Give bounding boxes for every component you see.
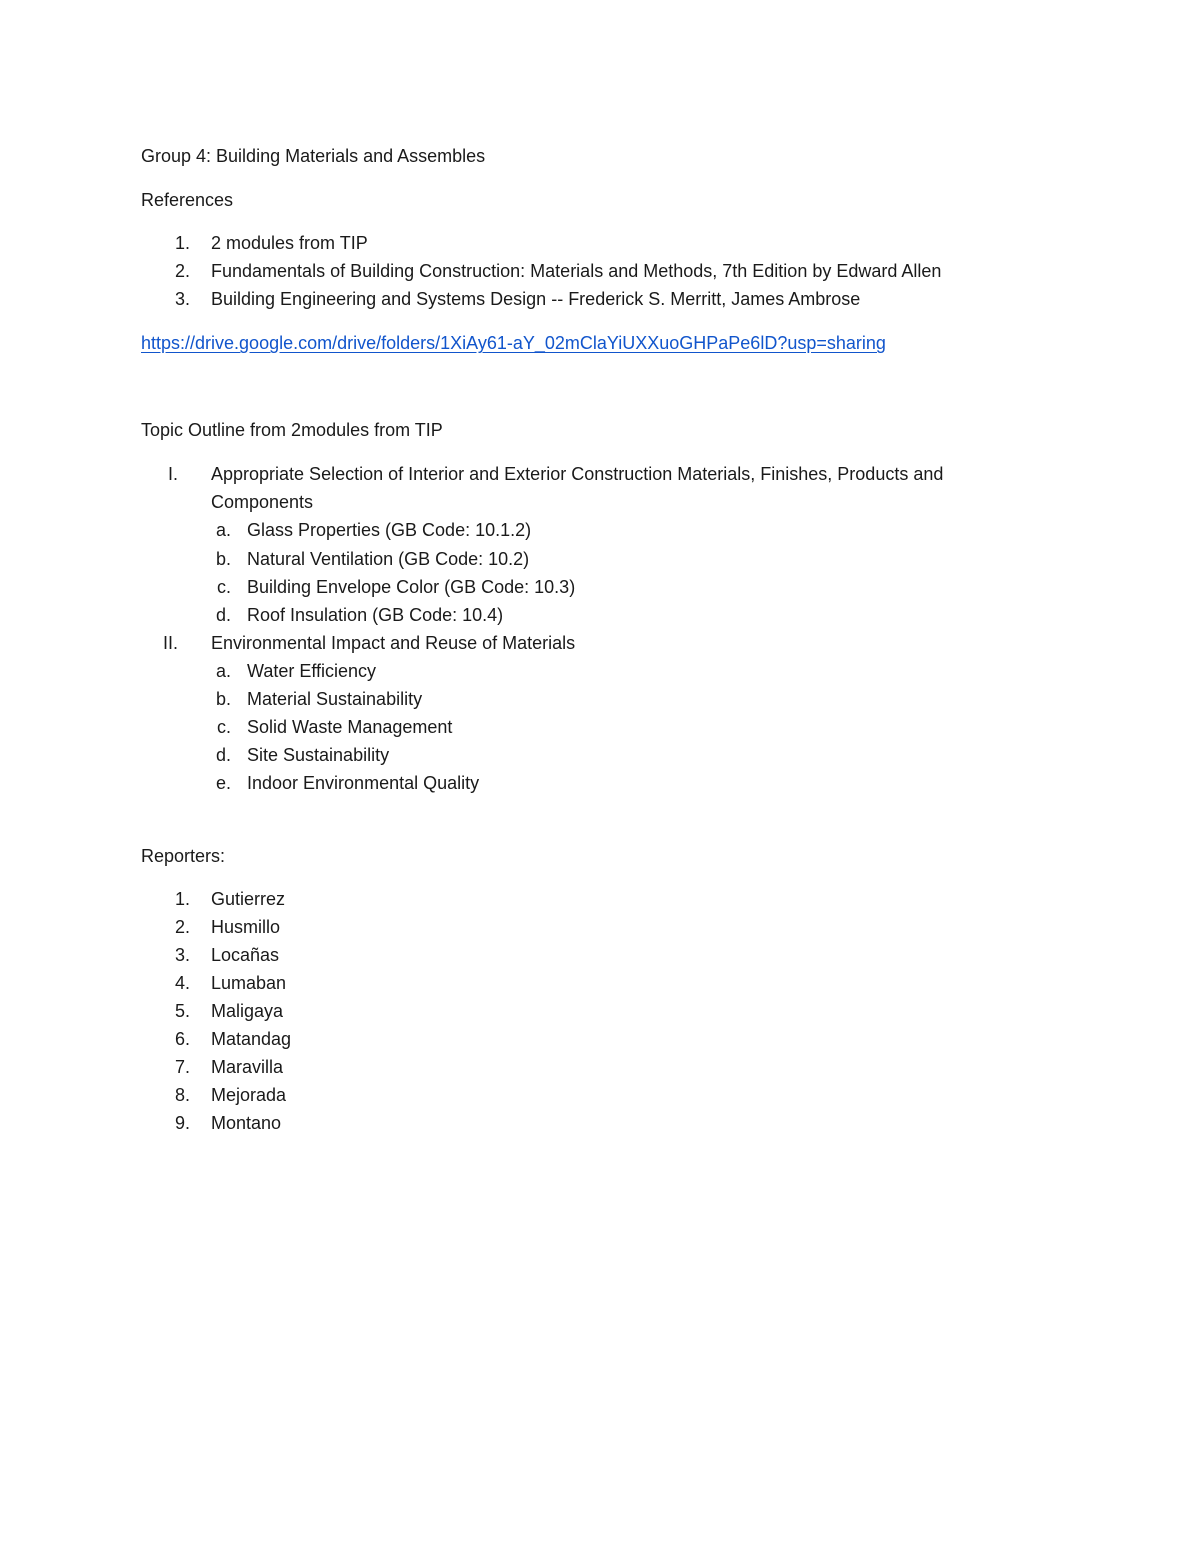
reporter-name: Gutierrez (211, 889, 286, 909)
section-marker: II. (162, 633, 178, 653)
sub-item-marker: d. (215, 605, 231, 625)
sub-item-text: Roof Insulation (GB Code: 10.4) (247, 605, 504, 625)
sub-item-text: Water Efficiency (247, 661, 377, 681)
sub-item-marker: e. (215, 773, 231, 793)
sub-item-text: Indoor Environmental Quality (247, 773, 480, 793)
reporter-name: Maravilla (211, 1057, 284, 1077)
references-label: References (141, 190, 234, 210)
reporter-name: Locañas (211, 945, 280, 965)
reporters-label: Reporters: (141, 846, 226, 866)
sub-item-text: Solid Waste Management (247, 717, 453, 737)
list-marker: 2. (174, 261, 190, 281)
section-title-continued: Components (211, 492, 314, 512)
list-marker: 2. (174, 917, 190, 937)
drive-folder-link[interactable]: https://drive.google.com/drive/folders/1XiAy61-aY_02mClaYiUXXuoGHPaPe6lD?usp=sharing (141, 333, 886, 353)
sub-item-marker: d. (215, 745, 231, 765)
list-marker: 7. (174, 1057, 190, 1077)
list-marker: 4. (174, 973, 190, 993)
section-marker: I. (167, 464, 178, 484)
section-title: Environmental Impact and Reuse of Materials (211, 633, 576, 653)
sub-item-text: Glass Properties (GB Code: 10.1.2) (247, 520, 532, 540)
sub-item-text: Site Sustainability (247, 745, 390, 765)
list-item-text: Fundamentals of Building Construction: Materials and Methods, 7th Edition by Edward Allen (211, 261, 942, 281)
sub-item-marker: b. (215, 689, 231, 709)
list-marker: 8. (174, 1085, 190, 1105)
list-marker: 9. (174, 1113, 190, 1133)
section-title: Appropriate Selection of Interior and Exterior Construction Materials, Finishes, Products and (211, 464, 944, 484)
list-marker: 3. (174, 945, 190, 965)
sub-item-text: Material Sustainability (247, 689, 423, 709)
reporter-name: Maligaya (211, 1001, 284, 1021)
list-marker: 1. (174, 889, 190, 909)
list-item-text: Building Engineering and Systems Design -- Frederick S. Merritt, James Ambrose (211, 289, 861, 309)
sub-item-marker: a. (215, 520, 231, 540)
list-marker: 6. (174, 1029, 190, 1049)
sub-item-text: Natural Ventilation (GB Code: 10.2) (247, 549, 530, 569)
outline-label: Topic Outline from 2modules from TIP (141, 420, 443, 440)
reporter-name: Mejorada (211, 1085, 287, 1105)
list-marker: 3. (174, 289, 190, 309)
document-heading: Group 4: Building Materials and Assembles (141, 146, 486, 166)
list-item-text: 2 modules from TIP (211, 233, 368, 253)
sub-item-marker: c. (216, 577, 231, 597)
list-marker: 1. (174, 233, 190, 253)
reporter-name: Husmillo (211, 917, 281, 937)
list-marker: 5. (174, 1001, 190, 1021)
sub-item-marker: c. (216, 717, 231, 737)
reporter-name: Lumaban (211, 973, 287, 993)
sub-item-text: Building Envelope Color (GB Code: 10.3) (247, 577, 576, 597)
sub-item-marker: a. (215, 661, 231, 681)
reporter-name: Matandag (211, 1029, 292, 1049)
reporter-name: Montano (211, 1113, 282, 1133)
sub-item-marker: b. (215, 549, 231, 569)
